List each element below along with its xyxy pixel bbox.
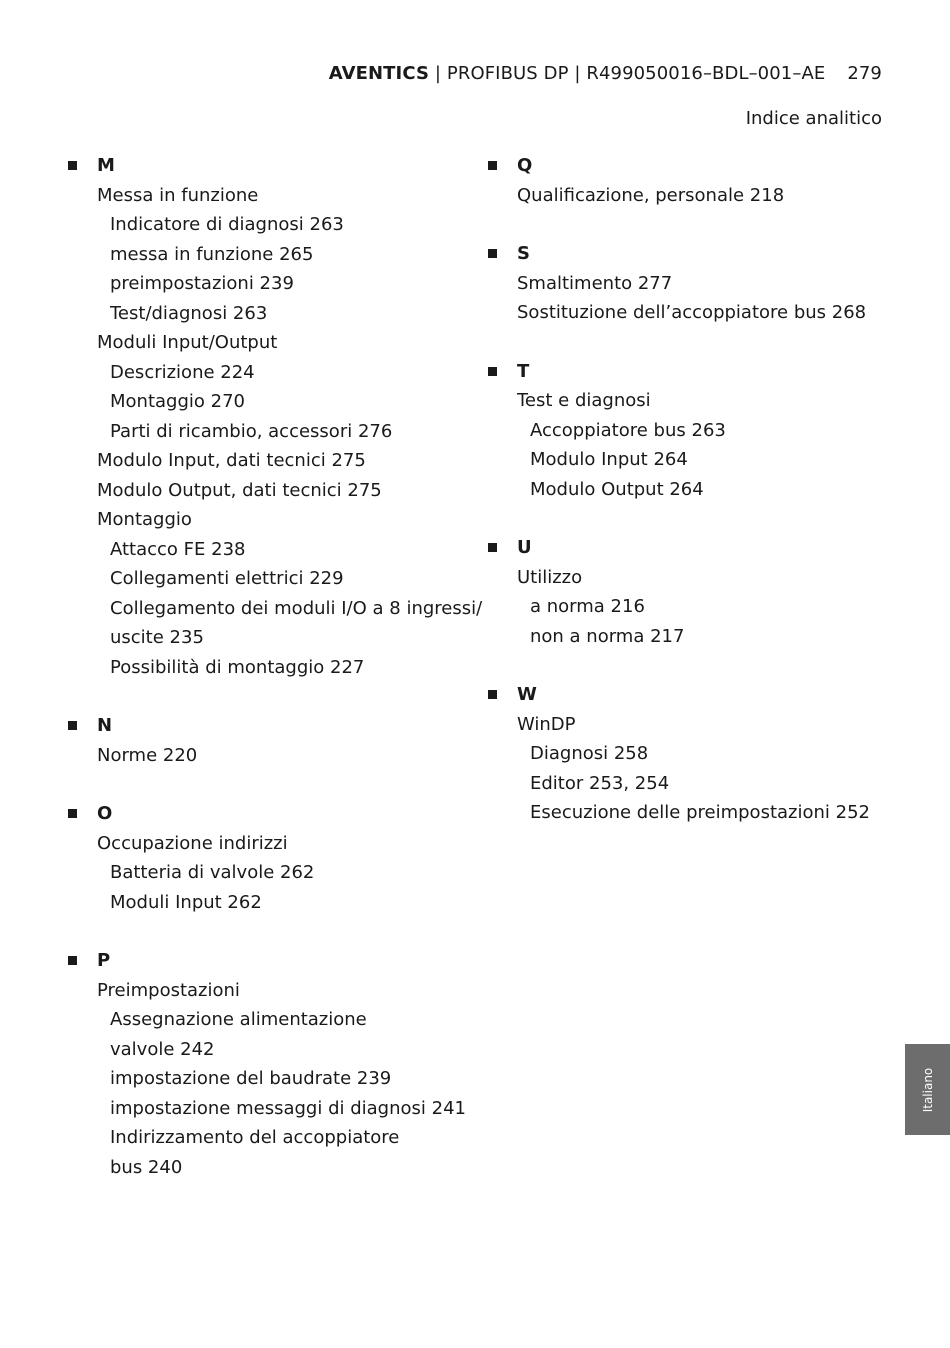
- index-letter: O: [97, 803, 113, 825]
- index-letter: N: [97, 715, 113, 737]
- index-section-u: [486, 533, 866, 651]
- index-subentry: a norma 216: [530, 596, 645, 617]
- index-entry: Utilizzo: [517, 566, 583, 588]
- index-section-q: [486, 151, 866, 210]
- square-bullet-icon: [488, 367, 497, 376]
- index-letter: P: [97, 950, 111, 972]
- index-entry: Norme 220: [97, 744, 198, 766]
- index-subentry: Descrizione 224: [110, 361, 255, 383]
- index-letter: Q: [517, 155, 533, 177]
- index-letter-row: [66, 151, 446, 181]
- index-letter: T: [517, 360, 530, 382]
- index-letter-row: [66, 946, 446, 976]
- square-bullet-icon: [68, 161, 77, 170]
- index-subentry: Moduli Input 262: [110, 891, 262, 913]
- index-entry: Smaltimento 277: [517, 272, 673, 294]
- index-letter: M: [97, 155, 115, 177]
- index-subentry: non a norma 217: [530, 625, 685, 647]
- index-subentry: Modulo Input 264: [530, 449, 688, 470]
- index-subentry: Editor 253, 254: [530, 772, 670, 794]
- index-subentry: Indirizzamento del accoppiatore: [110, 1127, 400, 1148]
- index-letter: S: [517, 243, 530, 265]
- index-letter-row: [486, 357, 866, 387]
- index-entry: Modulo Input, dati tecnici 275: [97, 450, 366, 471]
- index-entry: Sostituzione dell’accoppiatore bus 268: [517, 302, 867, 323]
- index-subentry: Modulo Output 264: [530, 478, 704, 500]
- brand-name: AVENTICS: [328, 63, 430, 84]
- index-letter-row: [486, 680, 866, 710]
- index-column-left: [66, 151, 483, 1211]
- index-subentry: Batteria di valvole 262: [110, 862, 315, 883]
- section-title: Indice analitico: [745, 108, 882, 129]
- index-entry: Occupazione indirizzi: [97, 832, 288, 854]
- square-bullet-icon: [488, 690, 497, 699]
- square-bullet-icon: [68, 956, 77, 965]
- square-bullet-icon: [488, 161, 497, 170]
- index-subentry: Accoppiatore bus 263: [530, 419, 726, 441]
- index-entry: Qualificazione, personale 218: [517, 184, 785, 206]
- index-subentry: Montaggio 270: [110, 391, 245, 412]
- index-subentry: Possibilità di montaggio 227: [110, 656, 365, 678]
- index-subentry: Test/diagnosi 263: [110, 302, 268, 324]
- index-letter-row: [486, 533, 866, 563]
- index-entry: Test e diagnosi: [517, 390, 651, 411]
- index-subentry: impostazione messaggi di diagnosi 241: [110, 1097, 466, 1119]
- index-letter: U: [517, 537, 532, 559]
- index-letter-row: [66, 711, 446, 741]
- document-reference: | PROFIBUS DP | R499050016–BDL–001–AE: [429, 63, 826, 84]
- index-entry: Messa in funzione: [97, 184, 259, 206]
- index-section-s: [486, 239, 866, 328]
- index-section-n: [66, 711, 446, 770]
- square-bullet-icon: [488, 543, 497, 552]
- index-subentry: preimpostazioni 239: [110, 273, 294, 294]
- index-subentry: Esecuzione delle preimpostazioni 252: [530, 802, 870, 823]
- index-entry: WinDP: [517, 713, 576, 735]
- index-letter-row: [66, 799, 446, 829]
- index-section-m: [66, 151, 483, 682]
- index-section-o: [66, 799, 446, 917]
- index-subentry: Collegamento dei moduli I/O a 8 ingressi/: [110, 597, 483, 619]
- index-subentry: impostazione del baudrate 239: [110, 1068, 392, 1089]
- square-bullet-icon: [488, 249, 497, 258]
- index-subentry: valvole 242: [110, 1038, 215, 1060]
- index-subentry: Indicatore di diagnosi 263: [110, 214, 344, 235]
- index-column-right: [486, 151, 870, 857]
- index-subentry: Parti di ricambio, accessori 276: [110, 420, 393, 442]
- index-subentry: messa in funzione 265: [110, 243, 314, 265]
- index-entry: Montaggio: [97, 509, 192, 530]
- index-subentry: bus 240: [110, 1156, 183, 1178]
- page-number: 279: [847, 63, 882, 84]
- index-section-t: [486, 357, 866, 505]
- index-subentry: Attacco FE 238: [110, 538, 246, 560]
- square-bullet-icon: [68, 809, 77, 818]
- index-subentry: Assegnazione alimentazione: [110, 1009, 367, 1030]
- index-subentry: Diagnosi 258: [530, 743, 649, 764]
- index-entry: Preimpostazioni: [97, 979, 240, 1001]
- index-section-w: [486, 680, 870, 828]
- index-letter: W: [517, 684, 537, 706]
- index-entry: Moduli Input/Output: [97, 332, 278, 353]
- index-subentry: uscite 235: [110, 627, 204, 648]
- index-section-p: [66, 946, 466, 1182]
- language-tab: [905, 1044, 950, 1135]
- index-letter-row: [486, 239, 866, 269]
- language-tab-label: Italiano: [920, 1067, 935, 1112]
- index-subentry: Collegamenti elettrici 229: [110, 568, 344, 589]
- index-letter-row: [486, 151, 866, 181]
- running-header: [329, 63, 882, 84]
- index-entry: Modulo Output, dati tecnici 275: [97, 479, 382, 501]
- square-bullet-icon: [68, 721, 77, 730]
